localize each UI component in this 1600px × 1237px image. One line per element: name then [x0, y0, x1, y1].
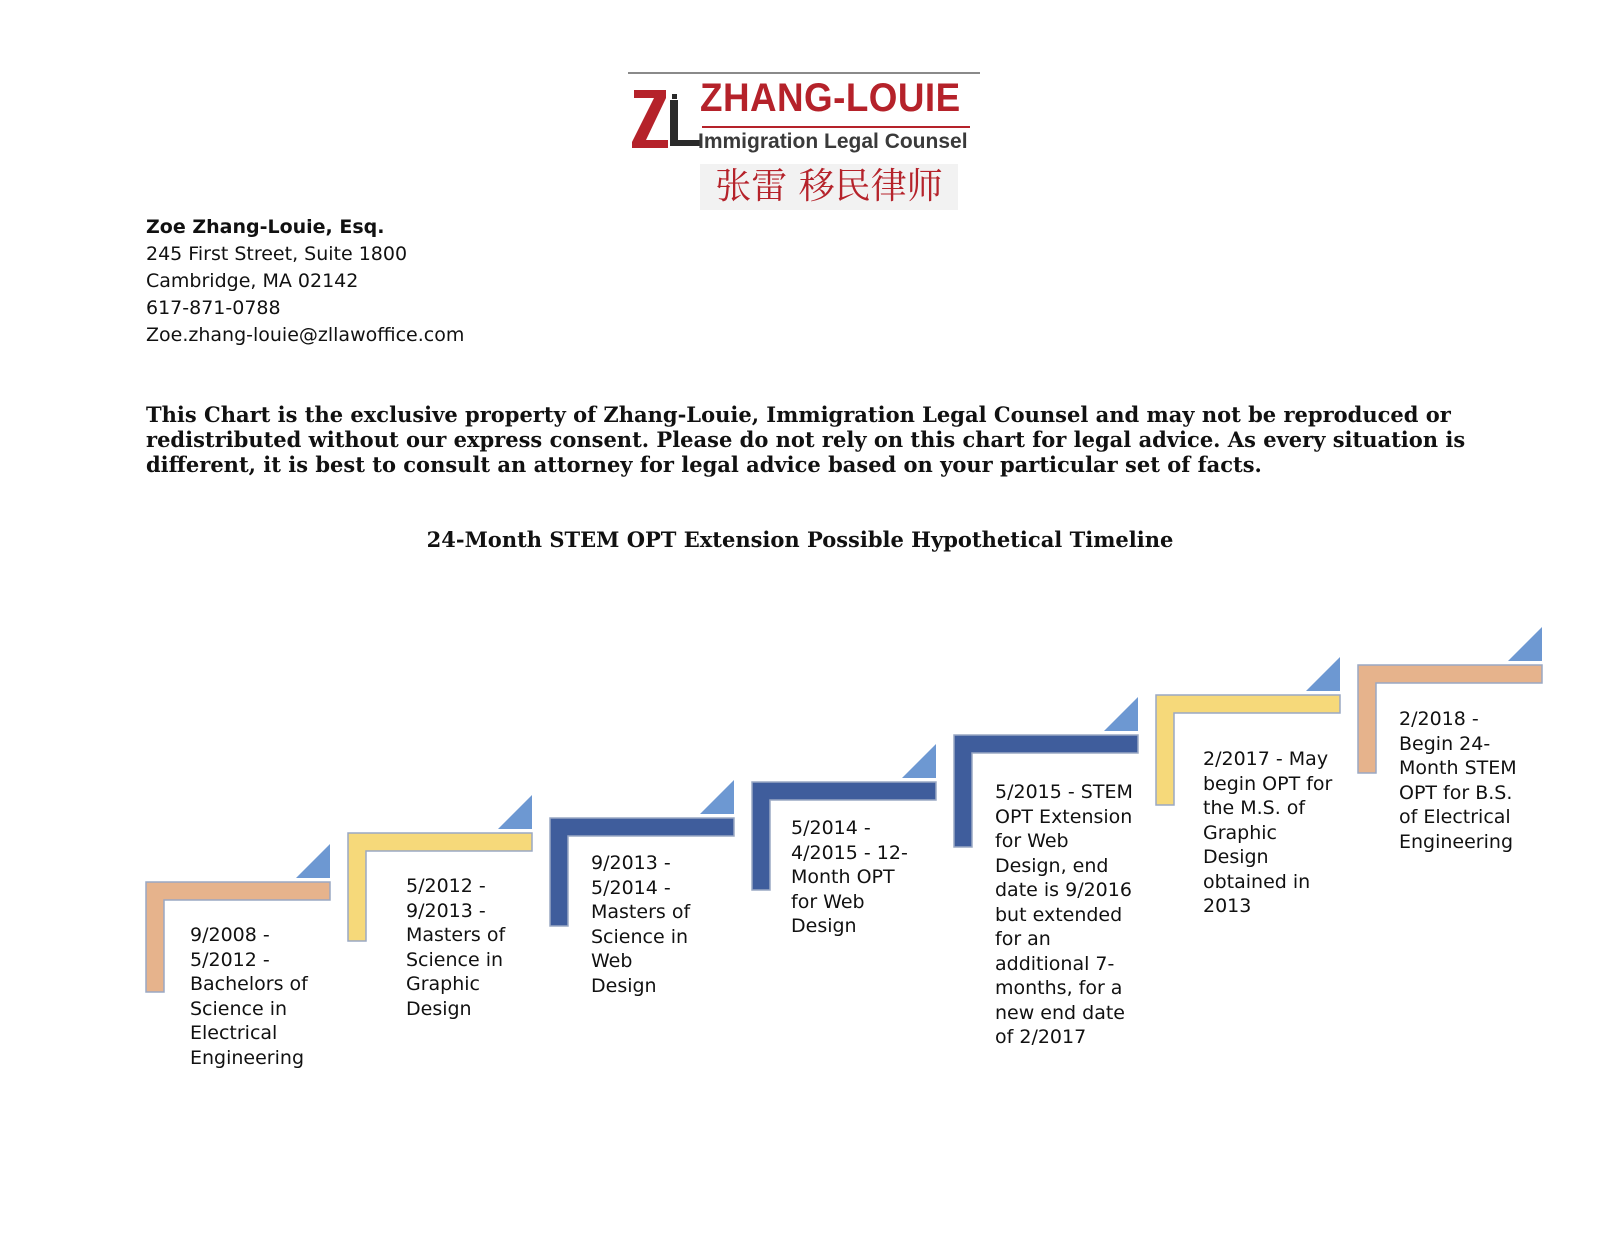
timeline-step-label: [995, 780, 1133, 1050]
timeline-step-line: Month OPT: [791, 866, 895, 888]
timeline-step-line: begin OPT for: [1203, 772, 1333, 795]
timeline-arrow-icon: [902, 744, 936, 778]
logo-subtitle: Immigration Legal Counsel: [698, 130, 968, 153]
timeline-step-line: Design: [406, 997, 472, 1020]
timeline-step-line: months, for a: [995, 977, 1123, 999]
timeline-step-line: 5/2014 -: [591, 876, 671, 899]
timeline-arrow-icon: [296, 844, 330, 878]
timeline-step-line: Bachelors of: [190, 973, 308, 995]
timeline-step-line: Design: [1203, 846, 1269, 868]
timeline-step-line: OPT for B.S.: [1399, 781, 1513, 804]
timeline-step-line: 5/2012 -: [406, 875, 486, 897]
timeline-step-line: Design, end: [995, 854, 1109, 877]
timeline-arrow-icon: [700, 780, 734, 814]
timeline-step-line: 5/2012 -: [190, 948, 270, 971]
timeline-step-line: obtained in: [1203, 870, 1311, 893]
timeline-arrow-icon: [1306, 657, 1340, 691]
timeline-step-line: 9/2008 -: [190, 924, 270, 946]
timeline-step-line: OPT Extension: [995, 805, 1133, 828]
timeline-step-line: Design: [791, 915, 857, 937]
timeline-step-line: Masters of: [591, 901, 691, 923]
disclaimer: This Chart is the exclusive property of Zhang-Louie, Immigration Legal Counsel and may not be reproduced or redistributed without our express consent. Please do not rely on this chart for legal advice. As every situation is different, it is best to consult an attorney for legal advice based on your particular set of facts.: [146, 402, 1466, 477]
address-line-1: 245 First Street, Suite 1800: [146, 243, 408, 265]
timeline-step-line: additional 7-: [995, 952, 1115, 975]
timeline-step-line: Begin 24-: [1399, 732, 1491, 755]
address-line-2: Cambridge, MA 02142: [146, 270, 359, 292]
timeline-step-line: Science in: [190, 997, 288, 1020]
timeline-arrow-icon: [498, 795, 532, 829]
timeline-step-line: but extended: [995, 903, 1123, 926]
timeline-step-line: Engineering: [1399, 830, 1513, 853]
timeline-step-line: for an: [995, 928, 1051, 950]
timeline-step-line: Engineering: [190, 1046, 304, 1069]
timeline-step-line: 5/2015 - STEM: [995, 781, 1133, 803]
timeline-step-line: Electrical: [190, 1022, 278, 1044]
timeline-step-line: Graphic: [1203, 821, 1278, 844]
timeline-step-line: for Web: [995, 830, 1069, 852]
timeline-step-line: of 2/2017: [995, 1026, 1087, 1048]
timeline-step-line: new end date: [995, 1001, 1125, 1024]
timeline-step-label: [591, 851, 690, 998]
timeline-step-line: 2/2018 -: [1399, 708, 1479, 730]
timeline-step-label: [190, 923, 308, 1070]
timeline-step-line: for Web: [791, 890, 865, 913]
timeline-step-line: Masters of: [406, 924, 506, 946]
timeline-step-label: [791, 816, 908, 939]
timeline-step-line: 9/2013 -: [591, 852, 671, 874]
timeline-step-line: 2013: [1203, 895, 1252, 917]
email-address[interactable]: Zoe.zhang-louie@zllawoffice.com: [146, 324, 465, 346]
timeline-step-line: 5/2014 -: [791, 817, 871, 839]
timeline-step-label: [1203, 747, 1332, 919]
timeline-step-line: Design: [591, 974, 657, 997]
attorney-name: Zoe Zhang-Louie, Esq.: [146, 216, 385, 238]
timeline-step-line: date is 9/2016: [995, 879, 1132, 901]
phone-number: 617-871-0788: [146, 297, 281, 319]
timeline-arrow-icon: [1508, 627, 1542, 661]
timeline-step-label: [1399, 707, 1517, 854]
timeline-step-line: Month STEM: [1399, 757, 1517, 779]
timeline-step-line: Web: [591, 950, 633, 972]
timeline-step-line: Science in: [591, 925, 689, 948]
timeline-step-line: 9/2013 -: [406, 899, 486, 922]
timeline-step-line: 2/2017 - May: [1203, 748, 1329, 770]
timeline-arrow-icon: [1104, 697, 1138, 731]
timeline-step-label: [406, 874, 505, 1021]
timeline-step-line: of Electrical: [1399, 806, 1511, 828]
logo-chinese-name: 张雷 移民律师: [700, 164, 958, 210]
timeline-step-line: Graphic: [406, 973, 481, 995]
timeline-step-line: the M.S. of: [1203, 797, 1306, 819]
timeline-step-line: Science in: [406, 948, 504, 971]
timeline-title: 24-Month STEM OPT Extension Possible Hypothetical Timeline: [426, 527, 1174, 552]
timeline-step-line: 4/2015 - 12-: [791, 841, 908, 864]
logo-firm-name: ZHANG-LOUIE: [700, 76, 961, 120]
